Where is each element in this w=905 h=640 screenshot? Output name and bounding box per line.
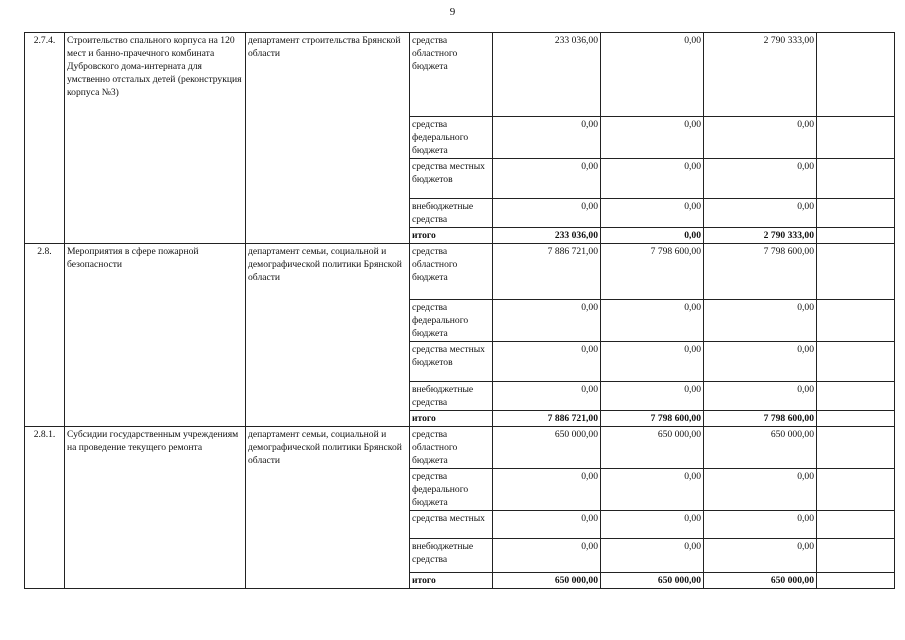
amount-cell: 0,00 [493, 539, 601, 573]
amount-cell: 0,00 [493, 342, 601, 382]
amount-cell: 650 000,00 [601, 573, 704, 589]
empty-cell [817, 539, 895, 573]
amount-cell: 0,00 [601, 511, 704, 539]
amount-cell: 0,00 [704, 469, 817, 511]
empty-cell [817, 511, 895, 539]
empty-cell [817, 244, 895, 300]
amount-cell: 0,00 [493, 199, 601, 228]
amount-cell: 7 886 721,00 [493, 244, 601, 300]
funding-source: средства местных бюджетов [410, 159, 493, 199]
amount-cell: 0,00 [601, 117, 704, 159]
funding-source: итого [410, 411, 493, 427]
item-title: Субсидии государственным учреждениям на проведение текущего ремонта [65, 427, 246, 589]
item-title: Строительство спального корпуса на 120 мест и банно-прачечного комбината Дубровского дома-интерната для умственно отсталых детей (реконструкция корпуса №3) [65, 33, 246, 244]
amount-cell: 7 798 600,00 [704, 411, 817, 427]
empty-cell [817, 33, 895, 117]
amount-cell: 0,00 [704, 539, 817, 573]
amount-cell: 0,00 [601, 159, 704, 199]
empty-cell [817, 300, 895, 342]
item-number: 2.8. [25, 244, 65, 427]
amount-cell: 650 000,00 [493, 573, 601, 589]
empty-cell [817, 427, 895, 469]
funding-source: средства федерального бюджета [410, 300, 493, 342]
empty-cell [817, 382, 895, 411]
funding-source: средства областного бюджета [410, 244, 493, 300]
amount-cell: 650 000,00 [493, 427, 601, 469]
empty-cell [817, 573, 895, 589]
amount-cell: 7 798 600,00 [601, 244, 704, 300]
empty-cell [817, 342, 895, 382]
amount-cell: 650 000,00 [601, 427, 704, 469]
amount-cell: 0,00 [601, 382, 704, 411]
empty-cell [817, 469, 895, 511]
budget-table [24, 32, 895, 589]
amount-cell: 0,00 [493, 469, 601, 511]
amount-cell: 2 790 333,00 [704, 33, 817, 117]
empty-cell [817, 228, 895, 244]
item-title: Мероприятия в сфере пожарной безопасности [65, 244, 246, 427]
amount-cell: 0,00 [704, 511, 817, 539]
item-department: департамент строительства Брянской области [246, 33, 410, 244]
amount-cell: 0,00 [704, 342, 817, 382]
amount-cell: 0,00 [704, 159, 817, 199]
funding-source: внебюджетные средства [410, 539, 493, 573]
item-department: департамент семьи, социальной и демографической политики Брянской области [246, 244, 410, 427]
amount-cell: 7 798 600,00 [601, 411, 704, 427]
amount-cell: 0,00 [704, 300, 817, 342]
table-row [25, 244, 895, 300]
amount-cell: 0,00 [493, 511, 601, 539]
page-number: 9 [449, 6, 456, 18]
amount-cell: 0,00 [601, 199, 704, 228]
amount-cell: 0,00 [493, 159, 601, 199]
empty-cell [817, 117, 895, 159]
funding-source: средства местных бюджетов [410, 342, 493, 382]
amount-cell: 0,00 [601, 228, 704, 244]
funding-source: средства областного бюджета [410, 427, 493, 469]
amount-cell: 0,00 [704, 382, 817, 411]
amount-cell: 0,00 [493, 300, 601, 342]
funding-source: внебюджетные средства [410, 199, 493, 228]
amount-cell: 7 886 721,00 [493, 411, 601, 427]
amount-cell: 650 000,00 [704, 427, 817, 469]
amount-cell: 0,00 [493, 382, 601, 411]
amount-cell: 0,00 [704, 199, 817, 228]
funding-source: средства федерального бюджета [410, 117, 493, 159]
item-department: департамент семьи, социальной и демографической политики Брянской области [246, 427, 410, 589]
funding-source: средства федерального бюджета [410, 469, 493, 511]
amount-cell: 233 036,00 [493, 228, 601, 244]
amount-cell: 0,00 [601, 33, 704, 117]
amount-cell: 0,00 [601, 539, 704, 573]
amount-cell: 650 000,00 [704, 573, 817, 589]
empty-cell [817, 411, 895, 427]
item-number: 2.7.4. [25, 33, 65, 244]
funding-source: внебюджетные средства [410, 382, 493, 411]
funding-source: итого [410, 228, 493, 244]
empty-cell [817, 199, 895, 228]
empty-cell [817, 159, 895, 199]
amount-cell: 0,00 [704, 117, 817, 159]
table-row [25, 33, 895, 117]
table-row [25, 427, 895, 469]
amount-cell: 0,00 [601, 342, 704, 382]
amount-cell: 0,00 [493, 117, 601, 159]
amount-cell: 0,00 [601, 300, 704, 342]
funding-source: итого [410, 573, 493, 589]
funding-source: средства местных [410, 511, 493, 539]
amount-cell: 0,00 [601, 469, 704, 511]
amount-cell: 2 790 333,00 [704, 228, 817, 244]
item-number: 2.8.1. [25, 427, 65, 589]
amount-cell: 233 036,00 [493, 33, 601, 117]
funding-source: средства областного бюджета [410, 33, 493, 117]
amount-cell: 7 798 600,00 [704, 244, 817, 300]
